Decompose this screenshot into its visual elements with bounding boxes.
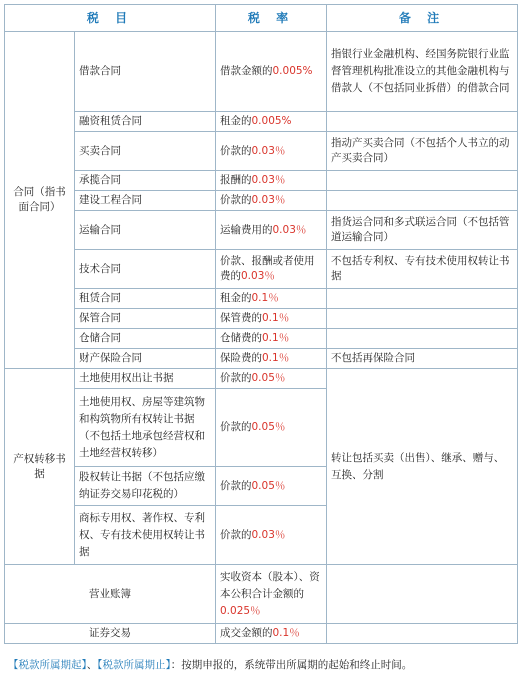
table-row [5, 289, 518, 309]
rate-cell: 租金的0.1％ [216, 289, 327, 309]
footnote-text: ：按期申报的，系统带出所属期的起始和终止时间。 [170, 659, 413, 671]
rate-value: 0.03％ [251, 144, 286, 157]
rate-cell: 成交金额的0.1％ [216, 624, 327, 644]
item-cell: 买卖合同 [75, 132, 216, 171]
note-cell: 指动产买卖合同（不包括个人书立的动产买卖合同） [327, 132, 518, 171]
table-row [5, 132, 518, 171]
header-rate: 税 率 [216, 5, 327, 32]
item-cell: 财产保险合同 [75, 349, 216, 369]
period-footnote [8, 657, 412, 672]
table-row [5, 329, 518, 349]
rate-value: 0.005% [272, 65, 313, 77]
item-cell: 融资租赁合同 [75, 112, 216, 132]
item-cell: 建设工程合同 [75, 191, 216, 211]
item-cell: 股权转让书据（不包括应缴纳证券交易印花税的） [75, 467, 216, 506]
note-cell [327, 112, 518, 132]
footnote-tag-start: 【税款所属期起】 [8, 659, 87, 671]
rate-value: 0.03％ [251, 174, 286, 186]
item-cell: 土地使用权、房屋等建筑物和构筑物所有权转让书据（不包括土地承包经营权和土地经营权转移） [75, 389, 216, 467]
table-row [5, 112, 518, 132]
rate-cell: 仓储费的0.1％ [216, 329, 327, 349]
rate-cell: 保险费的0.1％ [216, 349, 327, 369]
rate-value: 0.025％ [220, 604, 261, 617]
note-cell: 指银行业金融机构、经国务院银行业监督管理机构批准设立的其他金融机构与借款人（不包括同业拆借）的借款合同 [327, 32, 518, 112]
table-row [5, 565, 518, 624]
group-contract: 合同（指书面合同） [5, 32, 75, 369]
rate-value: 0.03％ [251, 528, 286, 541]
item-cell: 保管合同 [75, 309, 216, 329]
group-property: 产权转移书据 [5, 369, 75, 565]
rate-cell: 价款的0.03％ [216, 506, 327, 565]
rate-cell: 报酬的0.03％ [216, 171, 327, 191]
rate-value: 0.05％ [251, 421, 286, 433]
table-row [5, 369, 518, 389]
rate-value: 0.03％ [251, 194, 286, 206]
table-row [5, 211, 518, 250]
table-row [5, 250, 518, 289]
footnote-separator: 、 [86, 659, 98, 671]
stamp-duty-rate-table [4, 4, 518, 644]
group-account-book: 营业账簿 [5, 565, 216, 624]
rate-cell: 实收资本（股本）、资本公积合计金额的0.025％ [216, 565, 327, 624]
note-cell [327, 289, 518, 309]
note-cell [327, 565, 518, 624]
rate-cell: 运输费用的0.03％ [216, 211, 327, 250]
note-cell [327, 309, 518, 329]
rate-cell: 保管费的0.1％ [216, 309, 327, 329]
note-cell: 转让包括买卖（出售）、继承、赠与、互换、分割 [327, 369, 518, 565]
table-row [5, 171, 518, 191]
item-cell: 承揽合同 [75, 171, 216, 191]
rate-value: 0.1％ [262, 352, 290, 364]
rate-value: 0.05％ [251, 479, 286, 492]
item-cell: 技术合同 [75, 250, 216, 289]
rate-value: 0.05％ [251, 372, 286, 384]
rate-cell: 价款的0.05％ [216, 467, 327, 506]
rate-value: 0.1％ [272, 627, 300, 639]
table-row [5, 32, 518, 112]
rate-cell: 借款金额的0.005% [216, 32, 327, 112]
header-item: 税 目 [5, 5, 216, 32]
item-cell: 土地使用权出让书据 [75, 369, 216, 389]
item-cell: 租赁合同 [75, 289, 216, 309]
footnote-tag-end: 【税款所属期止】 [97, 659, 171, 671]
rate-value: 0.03％ [272, 223, 307, 236]
note-cell [327, 171, 518, 191]
note-cell: 不包括专利权、专有技术使用权转让书据 [327, 250, 518, 289]
table-row [5, 191, 518, 211]
rate-cell: 价款、报酬或者使用费的0.03％ [216, 250, 327, 289]
rate-value: 0.03％ [241, 270, 275, 282]
rate-value: 0.1％ [262, 312, 290, 324]
item-cell: 借款合同 [75, 32, 216, 112]
note-cell [327, 191, 518, 211]
group-securities: 证券交易 [5, 624, 216, 644]
note-cell [327, 624, 518, 644]
table-row [5, 309, 518, 329]
rate-value: 0.1％ [262, 332, 290, 344]
note-cell [327, 329, 518, 349]
table-row [5, 349, 518, 369]
rate-cell: 价款的0.05％ [216, 369, 327, 389]
rate-value: 0.1％ [251, 292, 279, 304]
item-cell: 仓储合同 [75, 329, 216, 349]
note-cell: 不包括再保险合同 [327, 349, 518, 369]
rate-cell: 价款的0.03％ [216, 132, 327, 171]
item-cell: 商标专用权、著作权、专利权、专有技术使用权转让书据 [75, 506, 216, 565]
rate-cell: 租金的0.005% [216, 112, 327, 132]
rate-cell: 价款的0.03％ [216, 191, 327, 211]
rate-cell: 价款的0.05％ [216, 389, 327, 467]
table-row [5, 624, 518, 644]
note-cell: 指货运合同和多式联运合同（不包括管道运输合同） [327, 211, 518, 250]
rate-value: 0.005% [251, 115, 292, 127]
header-note: 备 注 [327, 5, 518, 32]
table-header-row [5, 5, 518, 32]
item-cell: 运输合同 [75, 211, 216, 250]
